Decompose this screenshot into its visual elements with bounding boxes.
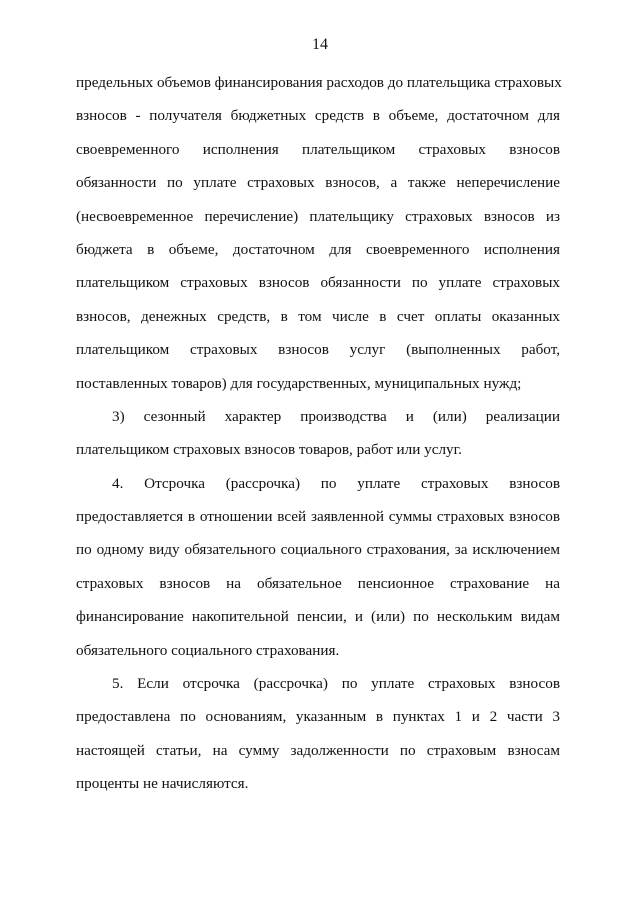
text-line: (несвоевременное перечисление) плательщику страховых взносов из: [76, 207, 560, 225]
paragraph-item-3-line: плательщиком страховых взносов товаров, работ или услуг.: [76, 441, 462, 459]
text-line: взносов, денежных средств, в том числе в счет оплаты оказанных: [76, 307, 560, 325]
text-line: взносов - получателя бюджетных средств в объеме, достаточном для: [76, 107, 560, 125]
paragraph-5-line: настоящей статьи, на сумму задолженности по страховым взносам: [76, 741, 560, 759]
paragraph-5-line: проценты не начисляются.: [76, 775, 249, 793]
paragraph-4-line: по одному виду обязательного социального страхования, за исключением: [76, 541, 560, 559]
document-body: [76, 66, 560, 801]
text-line: своевременного исполнения плательщиком страховых взносов: [76, 140, 560, 158]
text-line: предельных объемов финансирования расходов до плательщика страховых: [76, 74, 562, 91]
paragraph-4-line: обязательного социального страхования.: [76, 641, 340, 659]
paragraph-4-line: 4. Отсрочка (рассрочка) по уплате страховых взносов: [112, 474, 560, 492]
paragraph-5-line: предоставлена по основаниям, указанным в пунктах 1 и 2 части 3: [76, 708, 560, 726]
text-line: плательщиком страховых взносов обязанности по уплате страховых: [76, 274, 560, 292]
paragraph-4-line: финансирование накопительной пенсии, и (или) по нескольким видам: [76, 608, 560, 626]
paragraph-4-line: страховых взносов на обязательное пенсионное страхование на: [76, 574, 560, 592]
text-line: обязанности по уплате страховых взносов, а также неперечисление: [76, 174, 560, 192]
paragraph-5-line: 5. Если отсрочка (рассрочка) по уплате страховых взносов: [112, 675, 560, 693]
text-line: поставленных товаров) для государственных, муниципальных нужд;: [76, 374, 522, 392]
text-line: плательщиком страховых взносов услуг (выполненных работ,: [76, 341, 560, 359]
text-line: бюджета в объеме, достаточном для своевременного исполнения: [76, 240, 560, 258]
paragraph-item-3-line: 3) сезонный характер производства и (или) реализации: [112, 407, 560, 425]
paragraph-4-line: предоставляется в отношении всей заявленной суммы страховых взносов: [76, 508, 560, 526]
page-number: 14: [312, 36, 328, 53]
